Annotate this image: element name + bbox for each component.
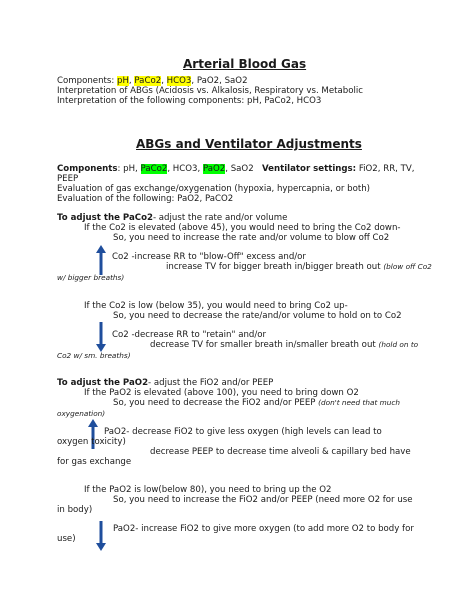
pao2-inc2: use) bbox=[57, 534, 76, 544]
separator: , bbox=[128, 76, 135, 86]
paco2-inc2 bbox=[166, 262, 432, 272]
pao2-inc1: PaO2- increase FiO2 to give more oxygen (to add more O2 to body for bbox=[113, 524, 414, 534]
paco2-elevated1: If the Co2 is elevated (above 45), you would need to bring the Co2 down- bbox=[84, 223, 401, 233]
paco2-low2: So, you need to decrease the rate/and/or volume to hold on to Co2 bbox=[113, 311, 402, 321]
components-sao2: , SaO2 bbox=[225, 164, 254, 174]
section1-title: Arterial Blood Gas bbox=[183, 57, 307, 71]
arrow-down-icon bbox=[96, 322, 106, 352]
pao2-low3: in body) bbox=[57, 505, 93, 515]
paco2-dec2 bbox=[150, 340, 418, 350]
component-pao2: PaO2 bbox=[202, 164, 226, 174]
components-hco3: , HCO3, bbox=[167, 164, 203, 174]
paco2-dec1: Co2 -decrease RR to "retain" and/or bbox=[112, 330, 267, 340]
section1-interp1: Interpretation of ABGs (Acidosis vs. Alkalosis, Respiratory vs. Metabolic bbox=[57, 86, 363, 96]
pao2-elevated3: oxygenation) bbox=[57, 409, 106, 418]
pao2-low2: So, you need to increase the FiO2 and/or PEEP (need more O2 for use bbox=[113, 495, 413, 505]
arrow-up-icon bbox=[96, 245, 106, 275]
pao2-dec4: for gas exchange bbox=[57, 457, 132, 467]
components-ph: : pH, bbox=[117, 164, 141, 174]
section2-components-line bbox=[57, 164, 254, 174]
component-paco2: PaCo2 bbox=[134, 76, 162, 86]
section2-eval2: Evaluation of the following: PaO2, PaCO2 bbox=[57, 194, 234, 204]
section1-components-line bbox=[57, 76, 248, 86]
paco2-dec2-italic: (hold on to bbox=[378, 340, 419, 349]
paco2-inc1: Co2 -increase RR to "blow-Off" excess and/or bbox=[112, 252, 306, 262]
pao2-dec3: decrease PEEP to decrease time alveoli & capillary bed have bbox=[150, 447, 411, 457]
paco2-inc2-italic: (blow off Co2 bbox=[383, 262, 432, 271]
paco2-dec3: Co2 w/ sm. breaths) bbox=[57, 351, 131, 360]
component-paco2: PaCo2 bbox=[140, 164, 168, 174]
separator: , bbox=[191, 76, 197, 86]
components-prefix: Components: bbox=[57, 76, 117, 86]
components-rest: PaO2, SaO2 bbox=[196, 76, 248, 86]
pao2-elevated2-italic: (don't need that much bbox=[318, 398, 400, 407]
paco2-heading bbox=[57, 213, 287, 223]
section2-title: ABGs and Ventilator Adjustments bbox=[136, 137, 362, 151]
pao2-dec1: PaO2- decrease FiO2 to give less oxygen (high levels can lead to bbox=[104, 427, 382, 437]
paco2-dec2-main: decrease TV for smaller breath in/smaller breath out bbox=[150, 340, 379, 350]
ventilator-settings bbox=[262, 164, 415, 174]
pao2-heading bbox=[57, 378, 273, 388]
pao2-dec2: oxygen toxicity) bbox=[57, 437, 126, 447]
section1-interp2: Interpretation of the following components: pH, PaCo2, HCO3 bbox=[57, 96, 322, 106]
component-hco3: HCO3 bbox=[166, 76, 192, 86]
paco2-low1: If the Co2 is low (below 35), you would need to bring Co2 up- bbox=[84, 301, 348, 311]
pao2-heading-rest: - adjust the FiO2 and/or PEEP bbox=[148, 378, 274, 388]
paco2-elevated2: So, you need to increase the rate and/or volume to blow off Co2 bbox=[113, 233, 390, 243]
section2-eval1: Evaluation of gas exchange/oxygenation (hypoxia, hypercapnia, or both) bbox=[57, 184, 370, 194]
arrow-down-icon bbox=[96, 521, 106, 551]
vent-peep: PEEP bbox=[57, 174, 79, 184]
pao2-elevated2-main: So, you need to decrease the FiO2 and/or PEEP bbox=[113, 398, 319, 408]
vent-values: FiO2, RR, TV, bbox=[356, 164, 415, 174]
component-ph: pH bbox=[117, 76, 129, 86]
separator: , bbox=[161, 76, 167, 86]
pao2-elevated1: If the PaO2 is elevated (above 100), you need to bring down O2 bbox=[84, 388, 359, 398]
paco2-inc2-main: increase TV for bigger breath in/bigger breath out bbox=[166, 262, 384, 272]
pao2-low1: If the PaO2 is low(below 80), you need to bring up the O2 bbox=[84, 485, 332, 495]
components-label: Components bbox=[57, 164, 118, 174]
paco2-heading-bold: To adjust the PaCo2 bbox=[57, 213, 153, 223]
pao2-heading-bold: To adjust the PaO2 bbox=[57, 378, 149, 388]
vent-label: Ventilator settings: bbox=[262, 164, 357, 174]
paco2-heading-rest: - adjust the rate and/or volume bbox=[152, 213, 288, 223]
pao2-elevated2 bbox=[113, 398, 400, 408]
paco2-inc3: w/ bigger breaths) bbox=[57, 273, 125, 282]
